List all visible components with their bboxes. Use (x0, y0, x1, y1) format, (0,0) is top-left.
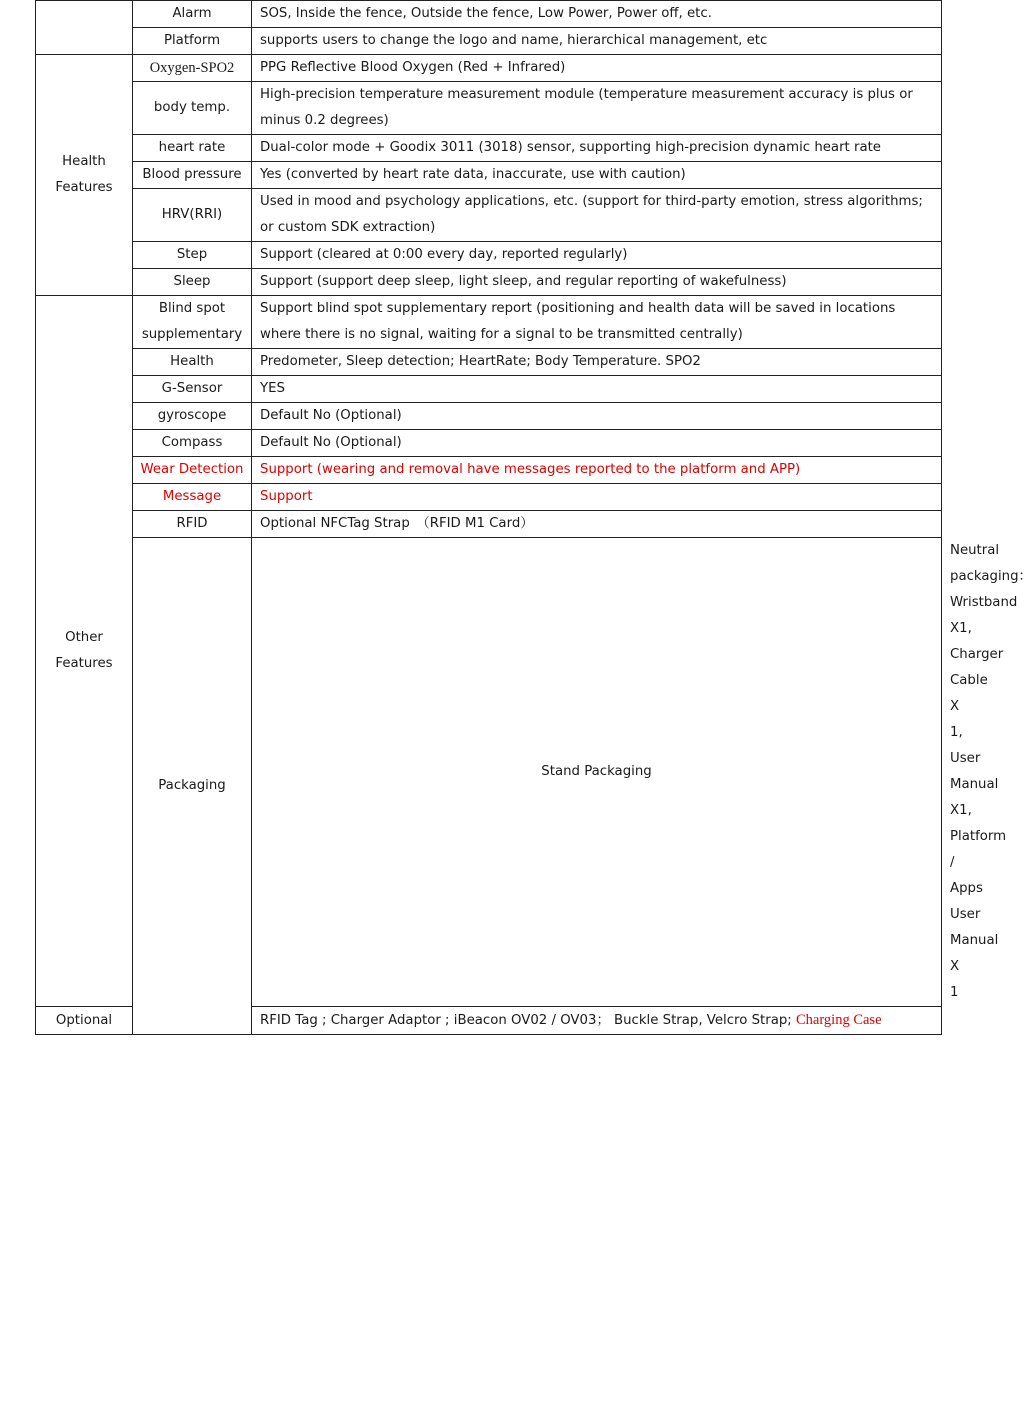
table-row (36, 1, 942, 28)
description-cell: Support (wearing and removal have messages reported to the platform and APP) (252, 457, 942, 484)
description-cell: Yes (converted by heart rate data, inaccurate, use with caution) (252, 162, 942, 189)
category-cell-other (36, 296, 133, 1007)
table-row: Packaging Stand Packaging Neutral packaging：Wristband X1, Charger Cable X 1, User Manual X1, Platform / Apps User Manual X 1 (36, 538, 942, 1007)
description-cell: Support (252, 484, 942, 511)
feature-cell: Stand Packaging (252, 538, 942, 1007)
feature-cell: Wear Detection (133, 457, 252, 484)
category-cell-health (36, 55, 133, 296)
feature-cell: heart rate (133, 135, 252, 162)
table-row (36, 484, 942, 511)
table-row (36, 296, 942, 349)
table-row (36, 28, 942, 55)
table-row (36, 135, 942, 162)
feature-cell: Message (133, 484, 252, 511)
feature-cell: Blind spot supplementary (133, 296, 252, 349)
category-label: Health (62, 154, 106, 169)
table-row (36, 349, 942, 376)
feature-cell: Sleep (133, 269, 252, 296)
table-row (36, 55, 942, 82)
feature-cell: RFID (133, 511, 252, 538)
table-row (36, 82, 942, 135)
description-cell: PPG Reflective Blood Oxygen (Red + Infrared) (252, 55, 942, 82)
description-cell: Support blind spot supplementary report (positioning and health data will be saved in locations where there is no signal, waiting for a signal to be transmitted centrally) (252, 296, 942, 349)
description-cell: YES (252, 376, 942, 403)
optional-items: RFID Tag ; Charger Adaptor ; iBeacon OV02 / OV03； Buckle Strap, Velcro Strap; (260, 1013, 796, 1028)
feature-cell: body temp. (133, 82, 252, 135)
feature-cell: Optional (36, 1007, 133, 1035)
table-row (36, 403, 942, 430)
feature-cell: HRV(RRI) (133, 189, 252, 242)
table-row (36, 457, 942, 484)
feature-cell: Oxygen-SPO2 (133, 55, 252, 82)
description-cell: Used in mood and psychology applications, etc. (support for third-party emotion, stress algorithms; or custom SDK extraction) (252, 189, 942, 242)
feature-cell: gyroscope (133, 403, 252, 430)
feature-cell: Platform (133, 28, 252, 55)
description-cell: supports users to change the logo and name, hierarchical management, etc (252, 28, 942, 55)
table-row (36, 269, 942, 296)
description-cell: Optional NFCTag Strap （RFID M1 Card） (252, 511, 942, 538)
description-cell: Default No (Optional) (252, 430, 942, 457)
feature-cell: Blood pressure (133, 162, 252, 189)
spec-table (35, 0, 1032, 1035)
charging-case-highlight: Charging Case (796, 1012, 882, 1028)
feature-cell: Health (133, 349, 252, 376)
table-row (36, 511, 942, 538)
table-row (36, 162, 942, 189)
table-row (36, 376, 942, 403)
category-label: Features (55, 180, 113, 195)
feature-cell: G-Sensor (133, 376, 252, 403)
description-cell: Predometer, Sleep detection; HeartRate; Body Temperature. SPO2 (252, 349, 942, 376)
category-cell-packaging: Packaging (133, 538, 252, 1035)
description-cell: High-precision temperature measurement module (temperature measurement accuracy is plus or minus 0.2 degrees) (252, 82, 942, 135)
description-cell: Default No (Optional) (252, 403, 942, 430)
table-row (36, 430, 942, 457)
description-cell: Support (support deep sleep, light sleep, and regular reporting of wakefulness) (252, 269, 942, 296)
description-cell: SOS, Inside the fence, Outside the fence, Low Power, Power off, etc. (252, 1, 942, 28)
feature-cell: Step (133, 242, 252, 269)
description-cell: Support (cleared at 0:00 every day, reported regularly) (252, 242, 942, 269)
description-cell (252, 1007, 942, 1035)
table-row (36, 189, 942, 242)
category-label: Other (65, 630, 103, 645)
category-label: Features (55, 656, 113, 671)
category-cell-empty (36, 1, 133, 55)
table-row (36, 242, 942, 269)
description-cell: Dual-color mode + Goodix 3011 (3018) sensor, supporting high-precision dynamic heart rate (252, 135, 942, 162)
feature-cell: Compass (133, 430, 252, 457)
feature-cell: Alarm (133, 1, 252, 28)
